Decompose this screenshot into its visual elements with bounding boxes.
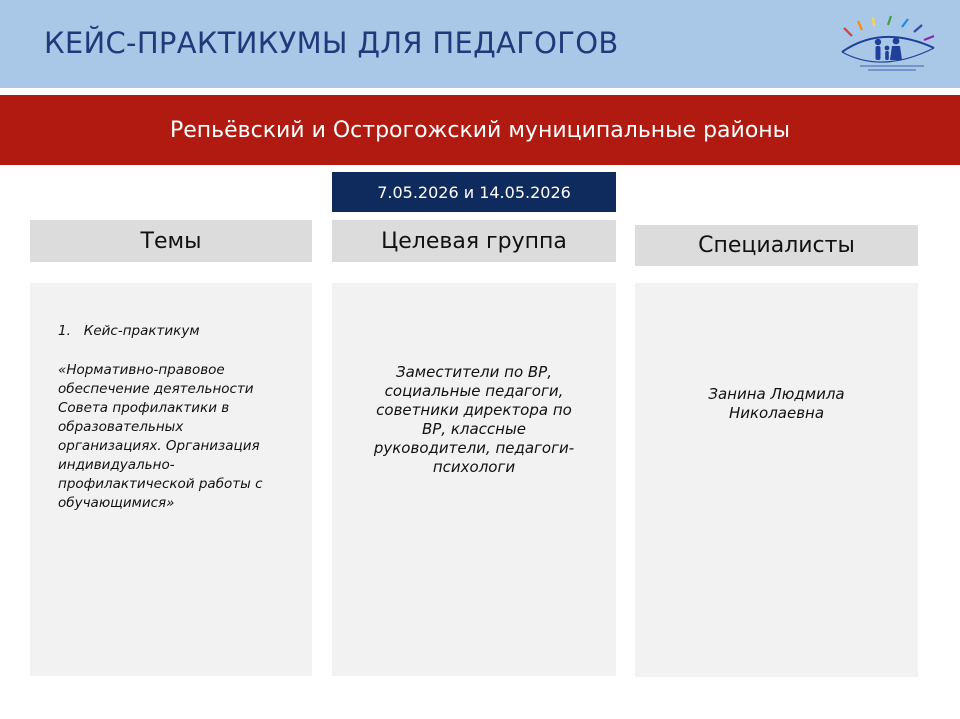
topics-panel (30, 283, 312, 676)
date-badge (332, 172, 616, 212)
topic-item-heading (58, 323, 200, 339)
header-bar (0, 0, 960, 88)
column-header-specialists-label: Специалисты (698, 233, 855, 258)
column-header-topics-label: Темы (140, 228, 202, 254)
banner-text: Репьёвский и Острогожский муниципальные районы (169, 117, 791, 143)
page-title: КЕЙС-ПРАКТИКУМЫ ДЛЯ ПЕДАГОГОВ (44, 26, 619, 60)
column-header-target-group (332, 220, 616, 262)
districts-banner (0, 95, 960, 165)
column-header-target-group-label: Целевая группа (381, 228, 567, 254)
column-header-specialists (635, 225, 918, 266)
family-eye-logo-icon (838, 14, 946, 78)
date-text: 7.05.2026 и 14.05.2026 (377, 182, 571, 202)
specialist-name: Занина Людмила Николаевна (708, 385, 845, 422)
specialists-panel (635, 283, 918, 677)
topic-item-label: Кейс-практикум (83, 323, 200, 339)
topic-description: «Нормативно-правовое обеспечение деятельности Совета профилактики в образовательных организациях. Организация индивидуально-профилактической работы с обучающимися» (58, 362, 263, 511)
topic-number: 1. (58, 323, 71, 339)
target-group-text: Заместители по ВР, социальные педагоги, советники директора по ВР, классные руководители, педагоги-психологи (373, 363, 575, 476)
target-group-panel (332, 283, 616, 676)
column-header-topics (30, 220, 312, 262)
